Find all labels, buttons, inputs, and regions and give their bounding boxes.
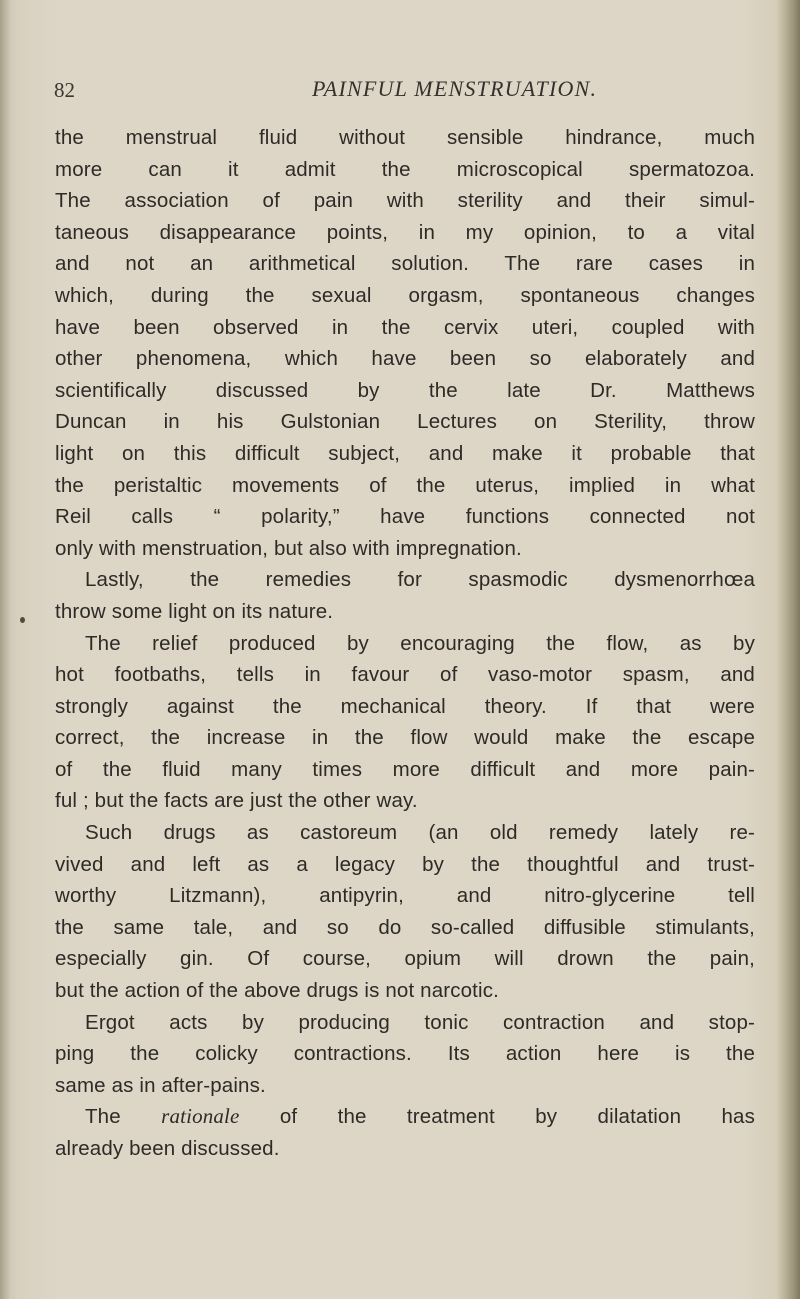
- text-line: throw some light on its nature.: [55, 599, 334, 623]
- text-line: of the fluid many times more difficult and more pain-: [55, 757, 755, 781]
- paragraph-start-line: Such drugs as castoreum (an old remedy lately re-: [85, 821, 755, 845]
- paragraph-start-line: [55, 1101, 755, 1133]
- text-line: Duncan in his Gulstonian Lectures on Sterility, throw: [55, 410, 755, 434]
- text-segment: The: [85, 1105, 162, 1129]
- text-line: correct, the increase in the flow would make the escape: [55, 726, 755, 750]
- text-line: ful ; but the facts are just the other way.: [55, 789, 418, 813]
- text-line: Reil calls “ polarity,” have functions connected not: [55, 505, 755, 529]
- text-line: the menstrual fluid without sensible hindrance, much: [55, 126, 755, 149]
- text-line: worthy Litzmann), antipyrin, and nitro-glycerine tell: [55, 884, 755, 908]
- text-line: only with menstruation, but also with impregnation.: [55, 536, 522, 560]
- text-line: more can it admit the microscopical spermatozoa.: [55, 157, 755, 181]
- text-segment: of the treatment by dilatation has: [239, 1105, 755, 1129]
- ink-speck: [20, 617, 25, 623]
- text-line: have been observed in the cervix uteri, coupled with: [55, 315, 755, 339]
- page-edge-shadow: [778, 0, 800, 1299]
- text-line: which, during the sexual orgasm, spontaneous changes: [55, 283, 755, 307]
- text-line: the same tale, and so do so-called diffusible stimulants,: [55, 915, 755, 939]
- text-line: hot footbaths, tells in favour of vaso-motor spasm, and: [55, 663, 755, 687]
- text-line: the peristaltic movements of the uterus, implied in what: [55, 473, 755, 497]
- page-number: 82: [54, 78, 75, 102]
- running-head: PAINFUL MENSTRUATION.: [312, 76, 598, 101]
- text-line: light on this difficult subject, and make it probable that: [55, 441, 755, 465]
- text-line: other phenomena, which have been so elaborately and: [55, 347, 755, 371]
- body-text: [55, 122, 755, 1165]
- text-line: already been discussed.: [55, 1137, 280, 1160]
- text-line: taneous disappearance points, in my opinion, to a vital: [55, 220, 755, 244]
- text-line: The association of pain with sterility and their simul-: [55, 189, 755, 213]
- text-line: ping the colicky contractions. Its action here is the: [55, 1042, 755, 1066]
- text-line: strongly against the mechanical theory. If that were: [55, 694, 755, 718]
- paragraph-start-line: Lastly, the remedies for spasmodic dysmenorrhœa: [85, 568, 755, 592]
- page-header: [40, 76, 760, 110]
- paragraph-start-line: The relief produced by encouraging the flow, as by: [85, 631, 755, 655]
- text-line: but the action of the above drugs is not narcotic.: [55, 979, 499, 1003]
- italic-term: rationale: [161, 1104, 240, 1129]
- text-line: same as in after-pains.: [55, 1073, 266, 1097]
- page-gutter-shadow: [0, 0, 10, 1299]
- text-line: and not an arithmetical solution. The rare cases in: [55, 252, 755, 276]
- text-line: vived and left as a legacy by the thoughtful and trust-: [55, 852, 755, 876]
- text-line: especially gin. Of course, opium will drown the pain,: [55, 947, 755, 971]
- paragraph-start-line: Ergot acts by producing tonic contraction and stop-: [85, 1010, 755, 1034]
- text-line: scientifically discussed by the late Dr. Matthews: [55, 378, 755, 402]
